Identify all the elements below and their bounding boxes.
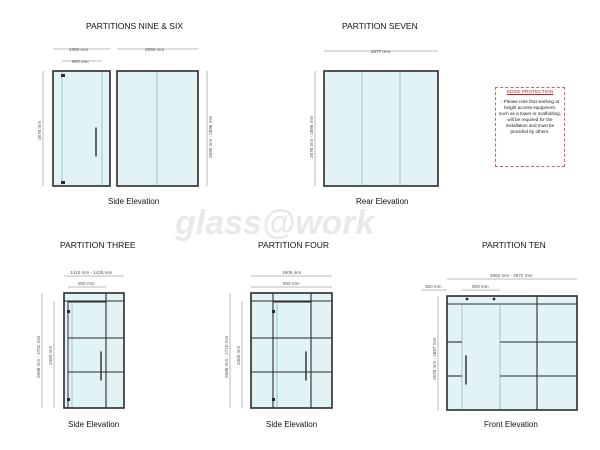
drawing-seven	[309, 49, 438, 186]
dim-label: 900 mm	[72, 59, 89, 64]
hinge	[61, 181, 65, 184]
caption-four: Side Elevation	[266, 420, 318, 429]
caption-seven: Rear Elevation	[356, 197, 409, 206]
hinge	[67, 398, 70, 401]
dim-label: 2678 mm - 2687 mm	[432, 337, 437, 380]
watermark-text: glass@work	[175, 204, 375, 242]
dim-label: 900 mm	[283, 281, 300, 286]
caption-nine-six: Side Elevation	[108, 197, 160, 206]
caption-three: Side Elevation	[68, 420, 120, 429]
dim-label: 900 mm	[78, 281, 95, 286]
title-nine-six: PARTITIONS NINE & SIX	[86, 21, 183, 31]
dim-label: 2698 mm - 2710 mm	[224, 335, 229, 378]
drawing-three	[36, 270, 124, 408]
drawing-nine-six	[37, 47, 213, 186]
dim-label: 1932 mm	[145, 47, 165, 52]
dim-label: 2690 mm - 2696 mm	[208, 115, 213, 158]
dim-label: 2698 mm - 2702 mm	[36, 335, 41, 378]
pivot-point	[493, 298, 496, 301]
title-ten: PARTITION TEN	[482, 240, 546, 250]
edge-protection-note	[495, 87, 565, 167]
caption-ten: Front Elevation	[484, 420, 538, 429]
title-seven: PARTITION SEVEN	[342, 21, 418, 31]
dim-label: 1905 mm	[282, 270, 302, 275]
dim-label: 2677 mm	[371, 49, 391, 54]
glass-panel	[64, 293, 124, 408]
dim-label: 2400 mm	[236, 345, 241, 365]
drawing-four	[224, 270, 332, 408]
title-three: PARTITION THREE	[60, 240, 136, 250]
dim-label: 300 mm	[425, 284, 442, 289]
glass-panel	[251, 293, 332, 408]
glass-panel	[324, 71, 438, 186]
dim-label: 2676 mm	[37, 120, 42, 140]
glass-panel	[447, 296, 577, 410]
hinge	[67, 310, 70, 313]
glass-panel	[117, 71, 198, 186]
note-body: - Please note that working at height access equipment, such as a tower or scaffolding, will be required for the installation and must be provided by others.	[499, 99, 561, 134]
hinge	[272, 398, 275, 401]
glass-panel	[53, 71, 110, 186]
dim-label: 2676 mm - 2686 mm	[309, 115, 314, 158]
dim-label: 1415 mm - 1425 mm	[70, 270, 113, 275]
hinge	[61, 74, 65, 77]
hinge	[272, 310, 275, 313]
note-title: EDGE PROTECTION	[506, 90, 554, 95]
dim-label: 1392 mm	[69, 47, 89, 52]
dim-label: 2962 mm - 2972 mm	[490, 273, 533, 278]
title-four: PARTITION FOUR	[258, 240, 329, 250]
drawing-ten	[421, 273, 577, 410]
dim-label: 2400 mm	[48, 345, 53, 365]
dim-label: 900 mm	[472, 284, 489, 289]
pivot-point	[466, 298, 469, 301]
